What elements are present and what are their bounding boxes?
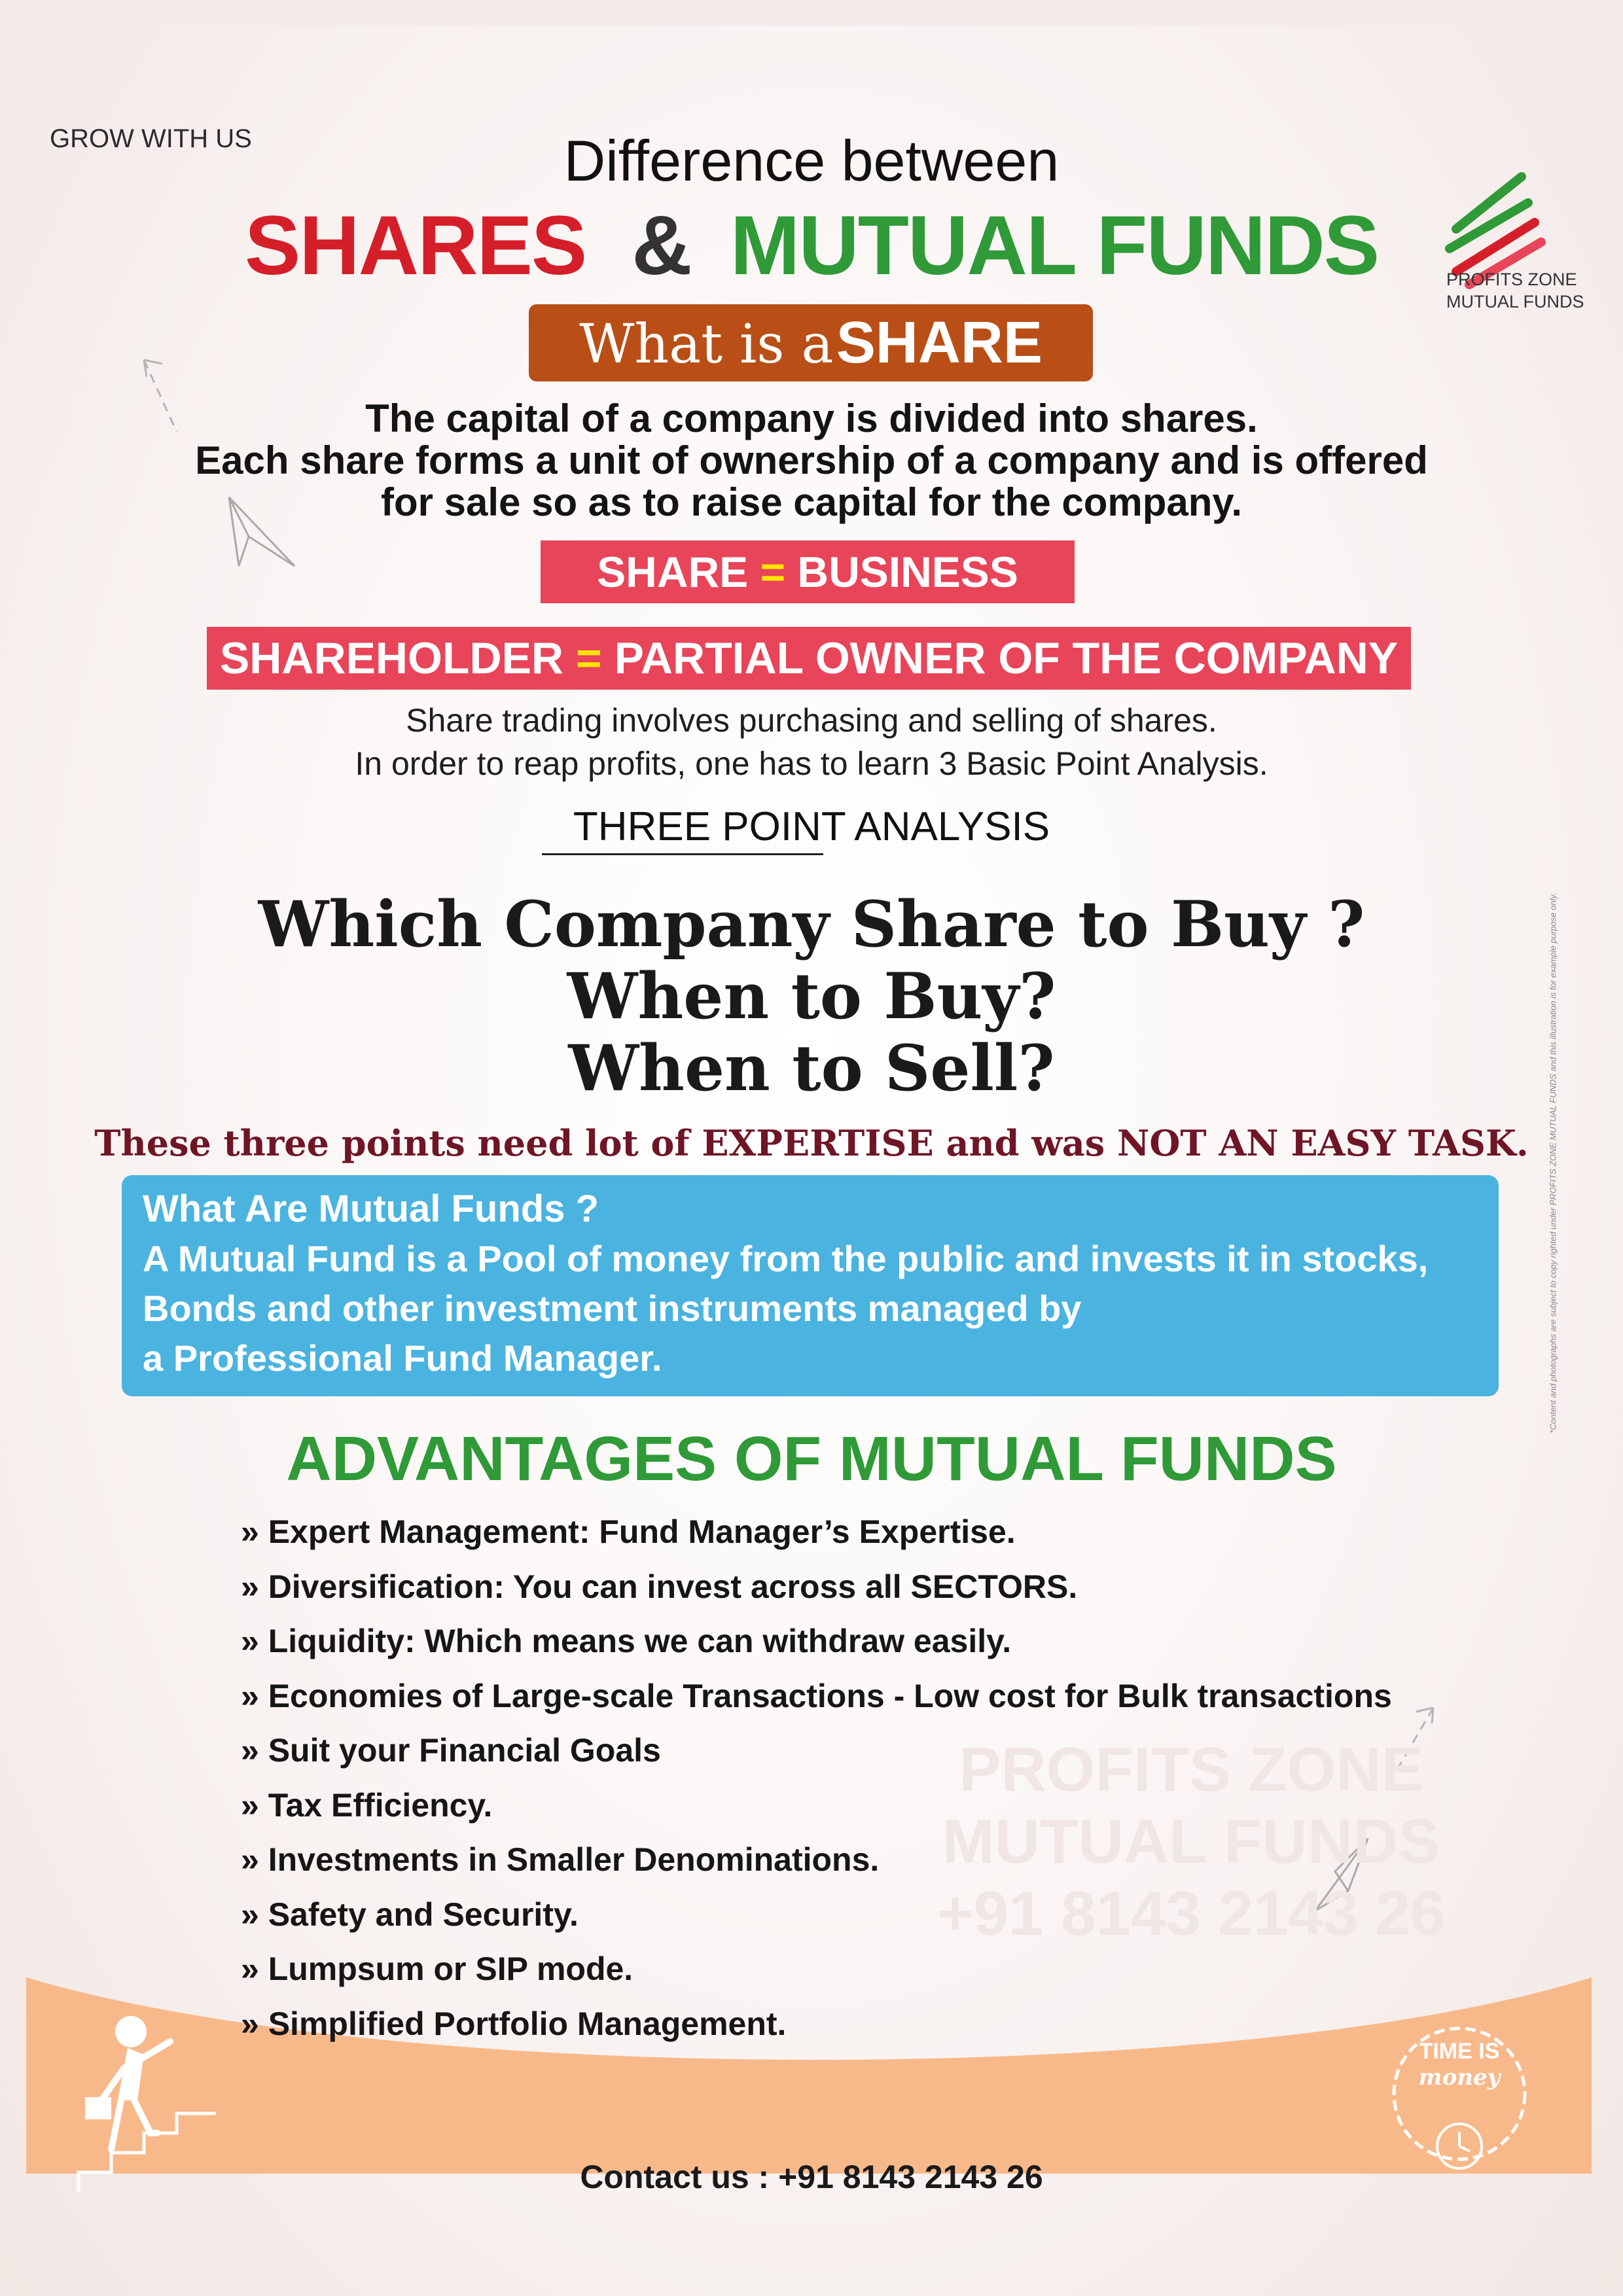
list-item: » Tax Efficiency. <box>241 1786 493 1824</box>
disclaimer <box>1533 811 1560 1531</box>
tagline: GROW WITH US <box>50 124 252 153</box>
list-item: » Liquidity: Which means we can withdraw easily. <box>241 1623 1012 1659</box>
logo-line2: MUTUAL FUNDS <box>1446 292 1584 311</box>
badge-line: money <box>1418 2064 1501 2091</box>
mf-line: Bonds and other investment instruments managed by <box>143 1288 1082 1329</box>
list-item: » Diversification: You can invest across all SECTORS. <box>241 1568 1078 1605</box>
title-shares: SHARES <box>244 199 586 292</box>
eq-sign: = <box>575 633 602 683</box>
advantages-title: ADVANTAGES OF MUTUAL FUNDS <box>286 1424 1337 1494</box>
logo-line1: PROFITS ZONE <box>1446 270 1577 289</box>
desc-line: The capital of a company is divided into shares. <box>365 397 1258 440</box>
shareholder-banner <box>207 627 1411 690</box>
page-title <box>0 198 1623 294</box>
badge-line: TIME IS <box>1419 2039 1500 2064</box>
disclaimer-text: *Content and photographs are subject to copy righted under PROFITS ZONE MUTUAL FUNDS and this illustration is for example purpose only. <box>1548 892 1558 1434</box>
poster-page <box>0 26 1623 2296</box>
title-mutual-funds: MUTUAL FUNDS <box>730 199 1379 292</box>
title-ampersand: & <box>632 199 691 292</box>
eq-left: SHAREHOLDER <box>219 633 564 683</box>
watermark-line: PROFITS ZONE <box>959 1735 1423 1805</box>
contact-line: Contact us : +91 8143 2143 26 <box>580 2159 1043 2195</box>
desc-line: for sale so as to raise capital for the company. <box>381 480 1242 524</box>
trading-text <box>0 699 1623 785</box>
list-item: » Suit your Financial Goals <box>241 1732 661 1769</box>
mutual-funds-text <box>143 1184 1491 1383</box>
analysis-questions <box>0 889 1623 1104</box>
expertise-note: These three points need lot of EXPERTISE and was NOT AN EASY TASK. <box>94 1122 1529 1164</box>
mf-heading: What Are Mutual Funds ? <box>143 1188 599 1230</box>
mf-line: A Mutual Fund is a Pool of money from the public and invests it in stocks, <box>143 1238 1429 1279</box>
advantages-list <box>241 1505 1392 2051</box>
share-heading-box <box>529 304 1093 381</box>
analysis-heading: THREE POINT ANALYSIS <box>573 804 1050 849</box>
mf-line: a Professional Fund Manager. <box>143 1337 662 1379</box>
trading-line: Share trading involves purchasing and selling of shares. <box>406 702 1217 739</box>
list-item: » Lumpsum or SIP mode. <box>241 1951 633 1987</box>
watermark-line: +91 8143 2143 26 <box>936 1879 1446 1949</box>
share-description <box>0 398 1623 523</box>
list-item: » Economies of Large-scale Transactions - Low cost for Bulk transactions <box>241 1677 1392 1714</box>
desc-line: Each share forms a unit of ownership of a company and is offered <box>195 438 1428 482</box>
list-item: » Expert Management: Fund Manager’s Expertise. <box>241 1513 1016 1550</box>
share-equals-business-banner <box>541 540 1075 603</box>
list-item: » Simplified Portfolio Management. <box>241 2005 787 2042</box>
analysis-underline <box>542 853 823 855</box>
eq-sign: = <box>760 548 786 596</box>
watermark-line: MUTUAL FUNDS <box>942 1807 1440 1877</box>
time-is-money-badge <box>1381 2038 1538 2091</box>
trading-line: In order to reap profits, one has to learn 3 Basic Point Analysis. <box>355 745 1268 782</box>
question: Which Company Share to Buy ? <box>258 887 1365 961</box>
question: When to Buy? <box>567 959 1056 1033</box>
title-top: Difference between <box>563 128 1060 193</box>
eq-left: SHARE <box>597 548 749 596</box>
eq-right: BUSINESS <box>797 548 1018 596</box>
logo-text <box>1446 268 1584 313</box>
share-heading-prefix: What is a <box>579 313 834 376</box>
question: When to Sell? <box>568 1031 1055 1105</box>
list-item: » Safety and Security. <box>241 1896 579 1933</box>
list-item: » Investments in Smaller Denominations. <box>241 1841 880 1878</box>
share-heading-word: SHARE <box>836 310 1043 376</box>
eq-right: PARTIAL OWNER OF THE COMPANY <box>614 633 1399 683</box>
